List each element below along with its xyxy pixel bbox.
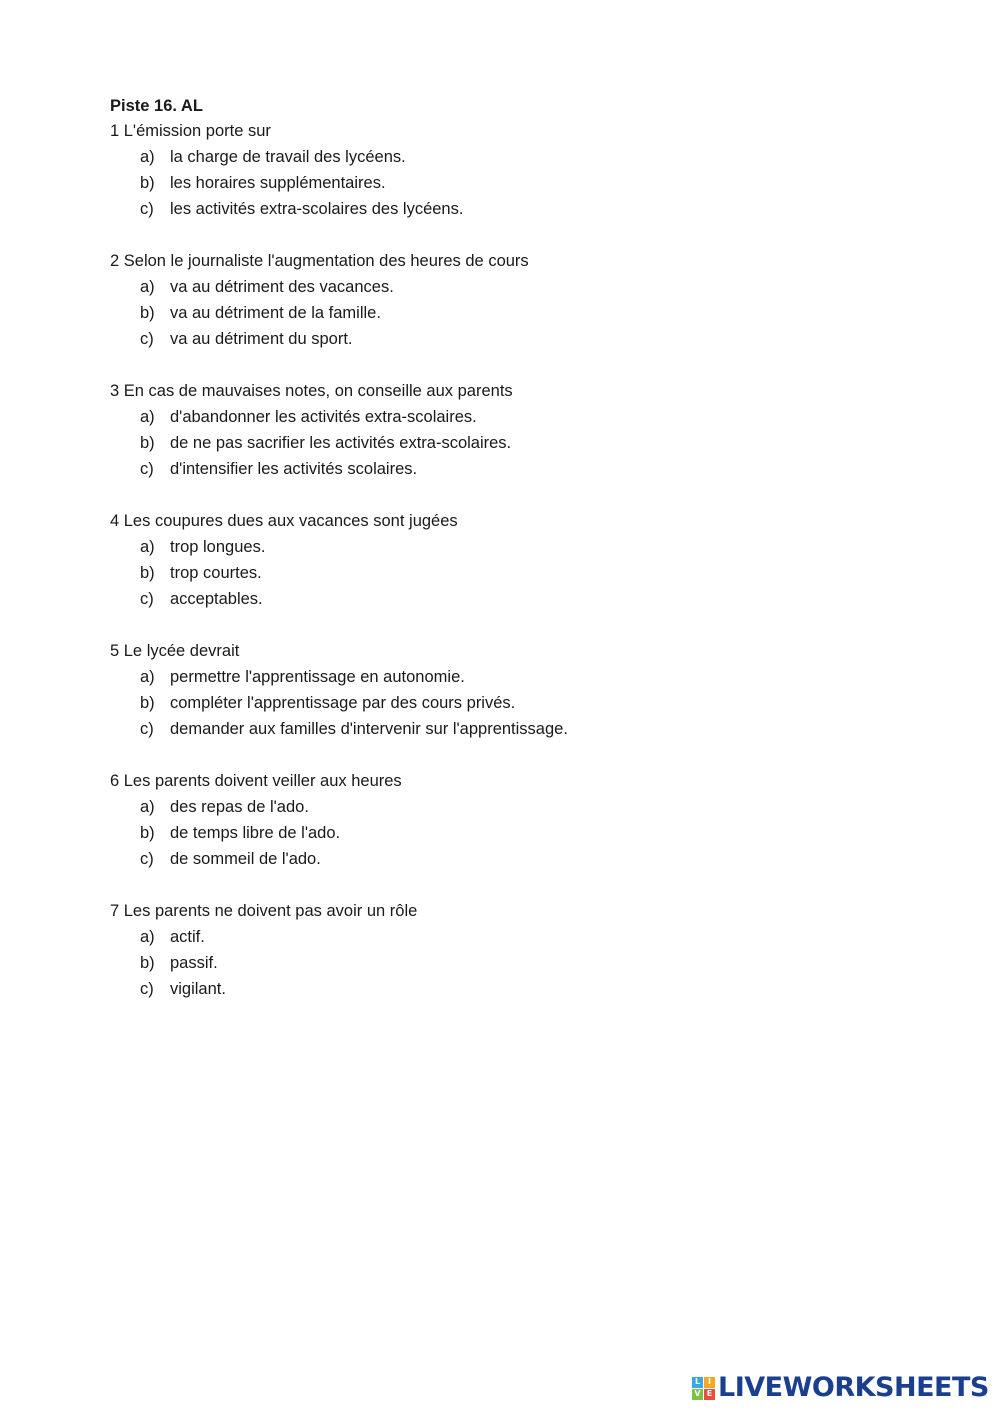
- option-letter: c): [140, 590, 154, 608]
- answer-option[interactable]: [110, 950, 910, 976]
- option-letter: a): [140, 538, 155, 556]
- option-text: de sommeil de l'ado.: [170, 850, 321, 868]
- option-text: acceptables.: [170, 590, 263, 608]
- option-text: va au détriment de la famille.: [170, 304, 381, 322]
- option-text: la charge de travail des lycéens.: [170, 148, 406, 166]
- option-letter: c): [140, 720, 154, 738]
- answer-option[interactable]: [110, 456, 910, 482]
- option-letter: a): [140, 798, 155, 816]
- question-text: 1 L'émission porte sur: [110, 122, 271, 140]
- option-letter: b): [140, 824, 155, 842]
- answer-option[interactable]: [110, 274, 910, 300]
- answer-option[interactable]: [110, 846, 910, 872]
- option-text: va au détriment du sport.: [170, 330, 353, 348]
- answer-option[interactable]: [110, 586, 910, 612]
- option-list: [110, 664, 910, 742]
- option-letter: a): [140, 668, 155, 686]
- option-text: d'intensifier les activités scolaires.: [170, 460, 418, 478]
- question-3: [110, 378, 910, 482]
- logo-cell: L: [692, 1377, 703, 1388]
- option-letter: c): [140, 460, 154, 478]
- question-list: [110, 118, 910, 1002]
- answer-option[interactable]: [110, 534, 910, 560]
- logo-text: LIVEWORKSHEETS: [718, 1372, 989, 1403]
- answer-option[interactable]: [110, 690, 910, 716]
- option-text: les horaires supplémentaires.: [170, 174, 386, 192]
- option-letter: c): [140, 850, 154, 868]
- option-letter: b): [140, 304, 155, 322]
- option-letter: b): [140, 434, 155, 452]
- option-text: compléter l'apprentissage par des cours privés.: [170, 694, 516, 712]
- option-letter: a): [140, 278, 155, 296]
- option-list: [110, 924, 910, 1002]
- option-text: actif.: [170, 928, 205, 946]
- question-text: 3 En cas de mauvaises notes, on conseille aux parents: [110, 382, 513, 400]
- option-text: demander aux familles d'intervenir sur l'apprentissage.: [170, 720, 568, 738]
- answer-option[interactable]: [110, 664, 910, 690]
- option-letter: a): [140, 148, 155, 166]
- worksheet: [110, 93, 910, 1028]
- question-text: 4 Les coupures dues aux vacances sont jugées: [110, 512, 458, 530]
- answer-option[interactable]: [110, 820, 910, 846]
- question-text: 2 Selon le journaliste l'augmentation des heures de cours: [110, 252, 529, 270]
- answer-option[interactable]: [110, 404, 910, 430]
- answer-option[interactable]: [110, 300, 910, 326]
- answer-option[interactable]: [110, 716, 910, 742]
- option-list: [110, 144, 910, 222]
- option-text: de temps libre de l'ado.: [170, 824, 341, 842]
- worksheet-title: Piste 16. AL: [110, 97, 203, 115]
- answer-option[interactable]: [110, 794, 910, 820]
- answer-option[interactable]: [110, 430, 910, 456]
- answer-option[interactable]: [110, 560, 910, 586]
- option-letter: c): [140, 200, 154, 218]
- question-7: [110, 898, 910, 1002]
- option-text: de ne pas sacrifier les activités extra-scolaires.: [170, 434, 512, 452]
- option-letter: b): [140, 564, 155, 582]
- question-1: [110, 118, 910, 222]
- option-letter: a): [140, 408, 155, 426]
- question-5: [110, 638, 910, 742]
- answer-option[interactable]: [110, 196, 910, 222]
- option-letter: b): [140, 174, 155, 192]
- option-letter: b): [140, 694, 155, 712]
- liveworksheets-logo[interactable]: [692, 1374, 989, 1402]
- option-text: permettre l'apprentissage en autonomie.: [170, 668, 465, 686]
- answer-option[interactable]: [110, 326, 910, 352]
- logo-grid-icon: [692, 1377, 715, 1400]
- logo-cell: I: [704, 1377, 715, 1388]
- option-text: trop courtes.: [170, 564, 262, 582]
- option-letter: b): [140, 954, 155, 972]
- option-text: trop longues.: [170, 538, 266, 556]
- logo-cell: E: [704, 1389, 715, 1400]
- option-letter: c): [140, 980, 154, 998]
- option-text: d'abandonner les activités extra-scolaires.: [170, 408, 477, 426]
- question-6: [110, 768, 910, 872]
- option-text: passif.: [170, 954, 218, 972]
- option-text: les activités extra-scolaires des lycéens.: [170, 200, 464, 218]
- option-letter: c): [140, 330, 154, 348]
- answer-option[interactable]: [110, 976, 910, 1002]
- question-text: 5 Le lycée devrait: [110, 642, 240, 660]
- logo-cell: V: [692, 1389, 703, 1400]
- question-2: [110, 248, 910, 352]
- answer-option[interactable]: [110, 170, 910, 196]
- question-text: 7 Les parents ne doivent pas avoir un rôle: [110, 902, 418, 920]
- option-list: [110, 404, 910, 482]
- option-letter: a): [140, 928, 155, 946]
- option-list: [110, 274, 910, 352]
- option-list: [110, 794, 910, 872]
- answer-option[interactable]: [110, 144, 910, 170]
- option-text: des repas de l'ado.: [170, 798, 309, 816]
- option-text: va au détriment des vacances.: [170, 278, 394, 296]
- question-text: 6 Les parents doivent veiller aux heures: [110, 772, 402, 790]
- question-4: [110, 508, 910, 612]
- option-list: [110, 534, 910, 612]
- answer-option[interactable]: [110, 924, 910, 950]
- option-text: vigilant.: [170, 980, 226, 998]
